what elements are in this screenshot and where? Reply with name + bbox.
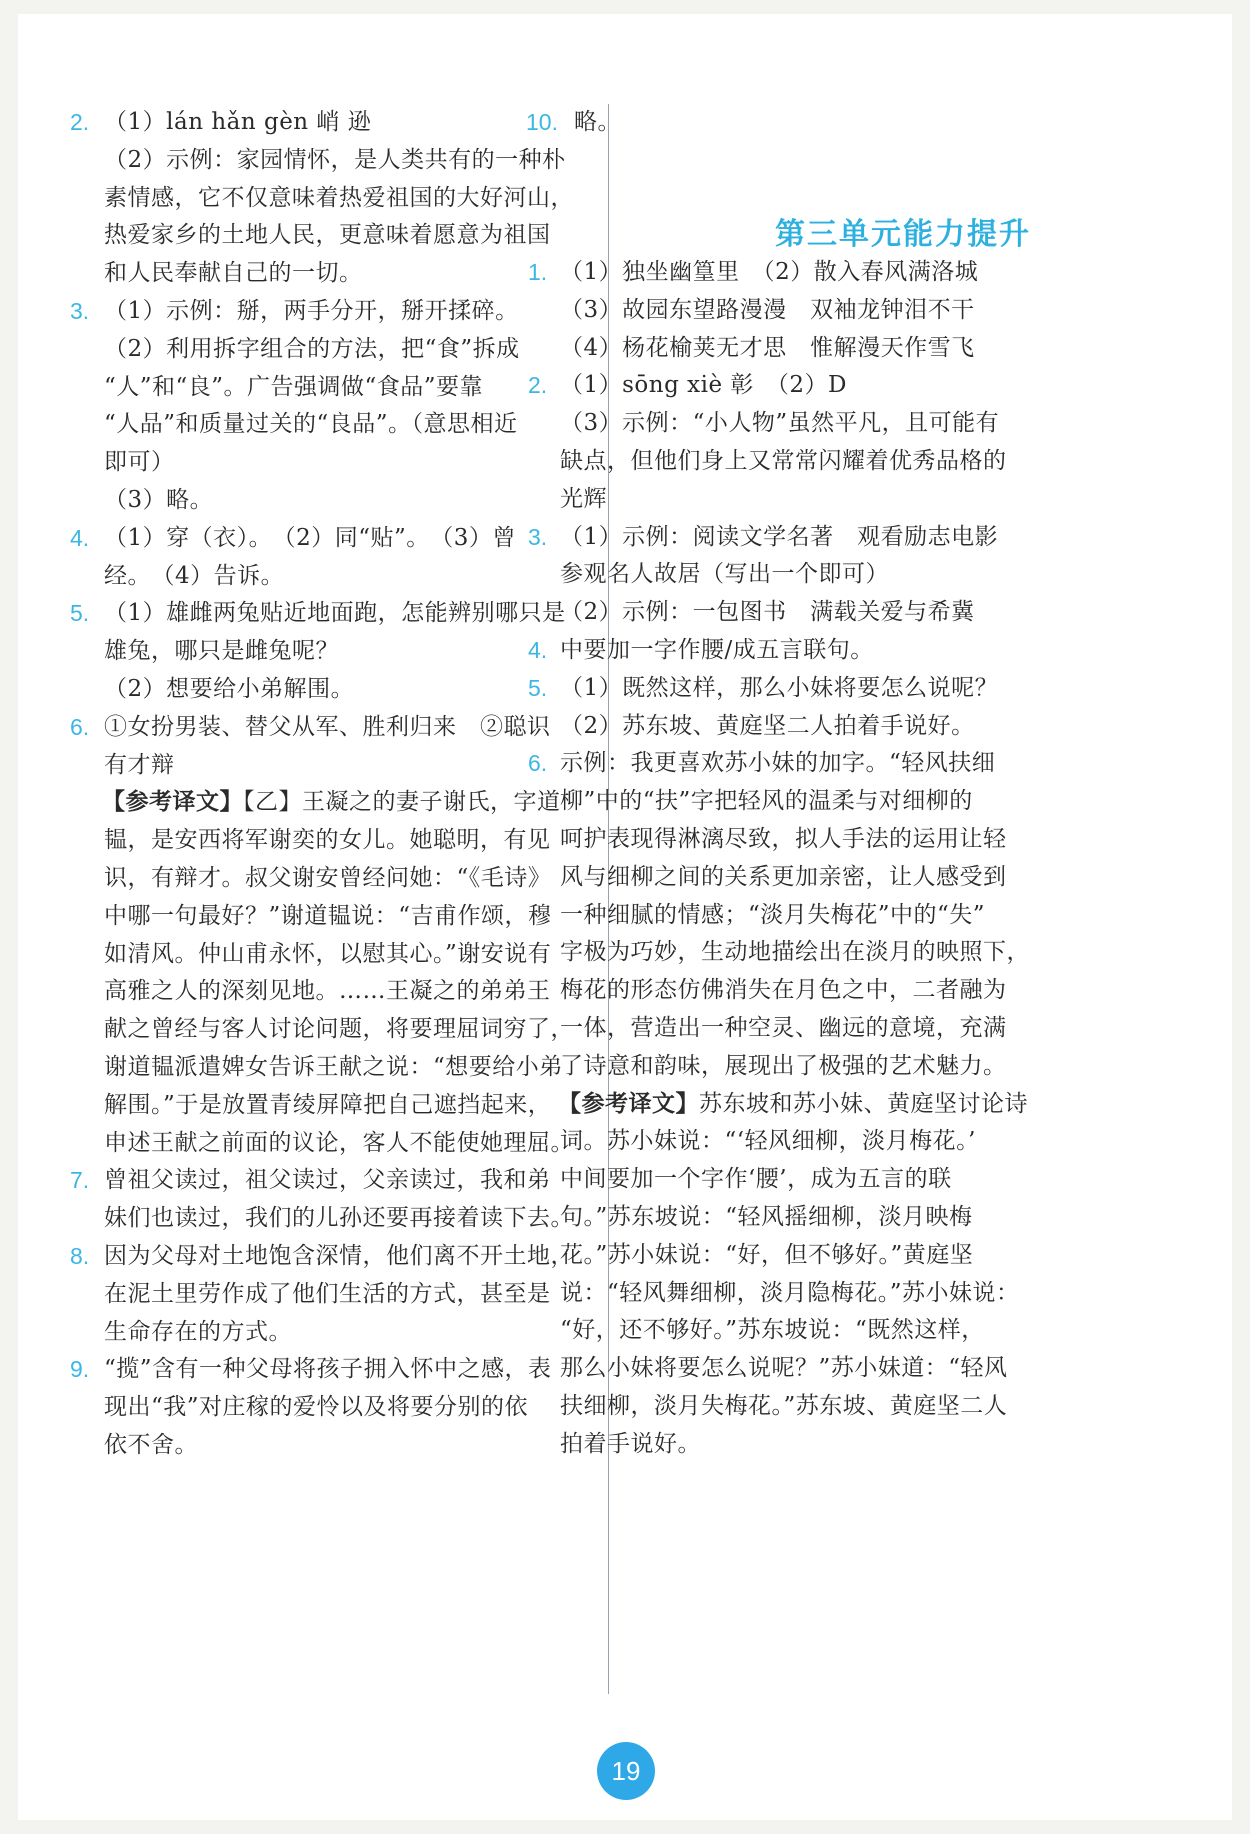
- item-number: 6.: [528, 750, 548, 777]
- answer-line: （3）略。: [104, 487, 214, 513]
- answer-line: 热爱家乡的土地人民，更意味着愿意为祖国: [104, 222, 551, 249]
- answer-line: 现出“我”对庄稼的爱怜以及将要分别的依: [104, 1394, 529, 1421]
- translation-label: 【参考译文】: [102, 788, 243, 816]
- answer-line: “好，还不够好。”苏东坡说：“既然这样，: [560, 1317, 985, 1344]
- answer-line: 解围。”于是放置青绫屏障把自己遮挡起来，: [104, 1091, 552, 1118]
- answer-line: 扶细柳，淡月失梅花。”苏东坡、黄庭坚二人: [560, 1393, 1008, 1419]
- answer-line: 曾祖父读过，祖父读过，父亲读过，我和弟: [104, 1167, 551, 1194]
- answer-line: （1）穿（衣）。 （2）同“贴”。 （3）曾: [104, 524, 516, 551]
- answer-line: 中间要加一个字作‘腰’，成为五言的联: [560, 1166, 952, 1193]
- answer-line: 字极为巧妙，生动地描绘出在淡月的映照下，: [560, 939, 1030, 966]
- answer-line: “人”和“良”。广告强调做“食品”要靠: [104, 373, 484, 400]
- answer-line: 参观名人故居（写出一个即可）: [560, 561, 889, 588]
- answer-line: 妹们也读过，我们的儿孙还要再接着读下去。: [104, 1205, 574, 1232]
- answer-line: （1）示例：阅读文学名著 观看励志电影: [560, 523, 999, 550]
- answer-line: 一体，营造出一种空灵、幽远的意境，充满: [560, 1015, 1007, 1041]
- answer-line: 雄兔，哪只是雌兔呢？: [104, 638, 339, 665]
- item-number: 9.: [70, 1356, 90, 1383]
- item-number: 3.: [528, 523, 548, 550]
- answer-line: （1）既然这样，那么小妹将要怎么说呢？: [560, 674, 999, 701]
- answer-line: （4）杨花榆荚无才思 惟解漫天作雪飞: [560, 334, 975, 361]
- answer-line: “人品”和质量过关的“良品”。（意思相近: [104, 411, 518, 438]
- answer-line: 【参考译文】【乙】王凝之的妻子谢氏，字道: [102, 788, 561, 816]
- item-number: 3.: [70, 298, 90, 324]
- answer-line: （1）独坐幽篁里 （2）散入春风满洛城: [560, 259, 979, 285]
- answer-line: 词。苏小妹说：“‘轻风细柳，淡月梅花。’: [560, 1128, 976, 1155]
- answer-line: （1）lán hǎn gèn 峭 逊: [104, 109, 372, 135]
- answer-line: 高雅之人的深刻见地。……王凝之的弟弟王: [104, 978, 551, 1005]
- answer-line: 【参考译文】苏东坡和苏小妹、黄庭坚讨论诗: [558, 1089, 1028, 1117]
- answer-line: （1）雄雌两兔贴近地面跑，怎能辨别哪只是: [104, 600, 566, 627]
- answer-line: 花。”苏小妹说：“好，但不够好。”黄庭坚: [560, 1241, 974, 1268]
- item-number: 7.: [70, 1167, 90, 1194]
- answer-line: 光辉: [560, 485, 607, 512]
- item-number: 6.: [70, 713, 90, 740]
- item-number: 4.: [528, 637, 548, 663]
- answer-line: （2）利用拆字组合的方法，把“食”拆成: [104, 335, 520, 362]
- item-number: 1.: [528, 259, 548, 285]
- answer-line: 经。 （4）告诉。: [104, 562, 285, 589]
- answer-line: 那么小妹将要怎么说呢？”苏小妹道：“轻风: [560, 1355, 1008, 1382]
- item-number: 8.: [70, 1243, 90, 1269]
- item-number: 5.: [70, 600, 90, 627]
- item-number: 2.: [70, 109, 90, 135]
- answer-line: 中要加一字作腰/成五言联句。: [560, 637, 874, 663]
- answer-line: 韫，是安西将军谢奕的女儿。她聪明，有见: [104, 827, 551, 854]
- item-number: 2.: [528, 372, 548, 399]
- answer-line: （1）sōng xiè 彰 （2）D: [560, 372, 847, 399]
- answer-line: 一种细腻的情感；“淡月失梅花”中的“失”: [560, 901, 986, 928]
- answer-line: 献之曾经与客人讨论问题，将要理屈词穷了，: [104, 1016, 574, 1043]
- answer-line: 梅花的形态仿佛消失在月色之中，二者融为: [560, 977, 1007, 1004]
- answer-line: （2）苏东坡、黄庭坚二人拍着手说好。: [560, 712, 975, 739]
- answer-line: 因为父母对土地饱含深情，他们离不开土地，: [104, 1243, 574, 1269]
- answer-line: （1）示例：掰，两手分开，掰开揉碎。: [104, 298, 519, 324]
- answer-line: （3）故园东望路漫漫 双袖龙钟泪不干: [560, 296, 975, 323]
- answer-line: 生命存在的方式。: [104, 1318, 292, 1345]
- answer-line: 申述王献之前面的议论，客人不能使她理屈。: [104, 1129, 574, 1156]
- answer-line: 风与细柳之间的关系更加亲密，让人感受到: [560, 863, 1007, 890]
- answer-line: 和人民奉献自己的一切。: [104, 260, 363, 287]
- translation-label: 【参考译文】: [558, 1089, 699, 1117]
- answer-line: 了诗意和韵味，展现出了极强的艺术魅力。: [560, 1052, 1007, 1079]
- item-number: 5.: [528, 674, 548, 701]
- answer-line: （2）示例：一包图书 满载关爱与希冀: [560, 599, 975, 626]
- answer-line: “揽”含有一种父母将孩子拥入怀中之感，表: [104, 1356, 552, 1383]
- answer-line: 有才辩: [104, 751, 175, 778]
- answer-line: 谢道韫派遣婢女告诉王献之说：“想要给小弟: [104, 1054, 563, 1080]
- answer-line: 即可）: [104, 449, 175, 476]
- answer-line: 示例：我更喜欢苏小妹的加字。“轻风扶细: [560, 750, 996, 777]
- answer-line: （2）示例：家园情怀，是人类共有的一种朴: [104, 146, 566, 173]
- section-title: 第三单元能力提升: [775, 217, 1031, 252]
- answer-line: 呵护表现得淋漓尽致，拟人手法的运用让轻: [560, 826, 1007, 852]
- page-number: 19: [597, 1742, 655, 1800]
- answer-line: （3）示例：“小人物”虽然平凡，且可能有: [560, 410, 1000, 437]
- answer-line: 如清风。仲山甫永怀，以慰其心。”谢安说有: [104, 940, 552, 967]
- answer-line: （2）想要给小弟解围。: [104, 676, 355, 702]
- answer-line: 柳”中的“扶”字把轻风的温柔与对细柳的: [560, 788, 973, 815]
- answer-line: 缺点，但他们身上又常常闪耀着优秀品格的: [560, 448, 1007, 474]
- answer-line: 说：“轻风舞细柳，淡月隐梅花。”苏小妹说：: [560, 1279, 1020, 1306]
- answer-line: 句。”苏东坡说：“轻风摇细柳，淡月映梅: [560, 1204, 973, 1230]
- answer-line: 拍着手说好。: [560, 1430, 701, 1457]
- answer-line: ①女扮男装、替父从军、胜利归来 ②聪识: [104, 713, 551, 740]
- answer-page: [18, 14, 1232, 1820]
- answer-line: 依不舍。: [104, 1432, 198, 1458]
- answer-line: 略。: [574, 109, 621, 135]
- item-number: 4.: [70, 524, 90, 551]
- item-number: 10.: [526, 109, 558, 135]
- answer-line: 识，有辩才。叔父谢安曾经问她：“《毛诗》: [104, 865, 552, 891]
- answer-line: 中哪一句最好？”谢道韫说：“吉甫作颂，穆: [104, 902, 552, 929]
- answer-line: 素情感，它不仅意味着热爱祖国的大好河山，: [104, 184, 574, 211]
- answer-line: 在泥土里劳作成了他们生活的方式，甚至是: [104, 1280, 551, 1307]
